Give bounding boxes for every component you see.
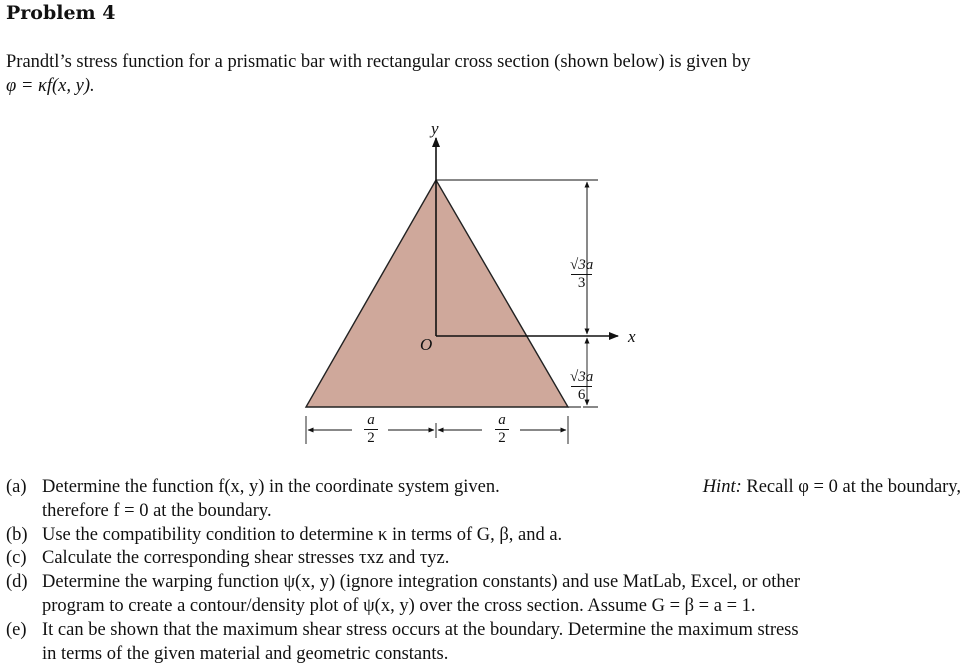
part-e	[6, 619, 961, 667]
dimension-bottom-label	[570, 352, 593, 421]
intro-line-1: Prandtl’s stress function for a prismatic bar with rectangular cross section (shown below) is given by	[6, 52, 751, 72]
part-c-label: (c)	[6, 548, 27, 569]
part-a-line-2: therefore f = 0 at the boundary.	[42, 500, 272, 521]
half-width-right-denominator: 2	[498, 430, 506, 446]
half-width-left-denominator: 2	[367, 430, 375, 446]
part-a-hint-label: Hint:	[702, 477, 742, 497]
dimension-bottom-numerator: √3a	[570, 369, 594, 385]
part-e-label: (e)	[6, 619, 27, 640]
dimension-top-denominator: 3	[577, 275, 586, 291]
part-b	[6, 524, 961, 548]
y-axis-label: y	[431, 119, 439, 138]
part-d-label: (d)	[6, 572, 28, 593]
intro-line-2: φ = κf(x, y).	[6, 76, 95, 96]
half-width-right-numerator: a	[498, 412, 506, 428]
problem-parts-list	[6, 476, 961, 666]
part-e-line-1: It can be shown that the maximum shear stress occurs at the boundary. Determine the maximum stress	[42, 619, 799, 640]
part-a-label: (a)	[6, 477, 27, 497]
part-d-line-1: Determine the warping function ψ(x, y) (ignore integration constants) and use MatLab, Excel, or other	[42, 572, 801, 593]
part-a	[6, 476, 961, 524]
dimension-top-numerator: √3a	[570, 257, 594, 273]
part-d	[6, 571, 961, 619]
part-a-text: Determine the function f(x, y) in the coordinate system given.	[42, 477, 500, 497]
cross-section-figure	[260, 118, 680, 458]
x-axis-label: x	[628, 327, 636, 346]
triangle-diagram	[260, 118, 680, 458]
dimension-bottom-denominator: 6	[577, 387, 586, 403]
part-a-line-1	[42, 476, 961, 500]
problem-intro	[6, 50, 946, 98]
half-width-left-numerator: a	[367, 412, 375, 428]
problem-title: Problem 4	[6, 2, 116, 24]
part-e-line-2: in terms of the given material and geometric constants.	[42, 643, 449, 664]
dimension-top-label	[570, 240, 593, 309]
origin-label: O	[420, 335, 433, 354]
triangle-cross-section	[306, 180, 568, 407]
half-width-right-label	[494, 412, 510, 447]
part-b-label: (b)	[6, 524, 28, 545]
half-width-left-label	[363, 412, 379, 447]
part-d-line-2: program to create a contour/density plot of ψ(x, y) over the cross section. Assume G = β = a = 1.	[42, 595, 756, 616]
part-c-line-1: Calculate the corresponding shear stresses τxz and τyz.	[42, 548, 450, 569]
part-c	[6, 547, 961, 571]
part-a-hint-text: Recall φ = 0 at the boundary,	[746, 477, 961, 497]
part-b-line-1: Use the compatibility condition to determine κ in terms of G, β, and a.	[42, 524, 563, 545]
